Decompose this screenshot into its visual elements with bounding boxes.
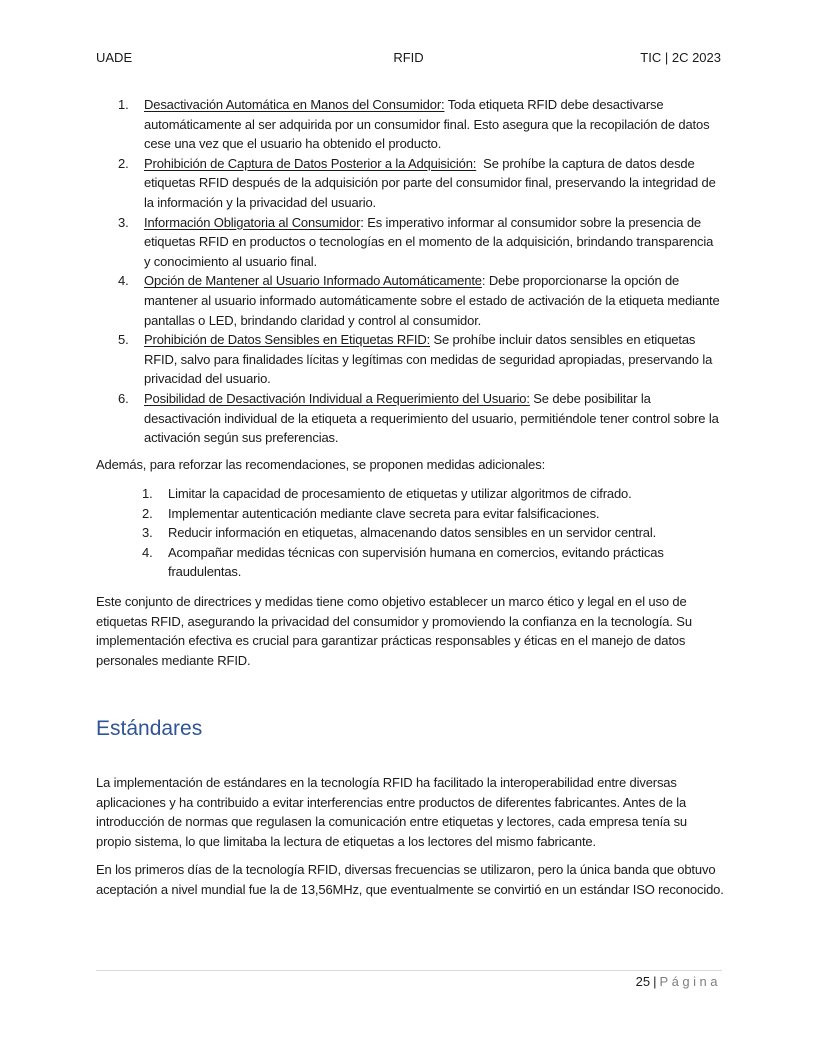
item-text: Reducir información en etiquetas, almacenando datos sensibles en un servidor central. [168,525,657,541]
item-title: Desactivación Automática en Manos del Consumidor: [144,97,445,112]
header-center: RFID [393,50,424,65]
body-paragraph: La implementación de estándares en la tecnología RFID ha facilitado la interoperabilidad entre diversas aplicaciones y ha contribuido a evitar interferencias entre productos de diferentes fabricantes. Antes de la introducción de normas que regulasen la comunicación entre etiquetas y lectores, cada empresa tenía su propio sistema, lo que limitaba la lectura de etiquetas a los lectores del mismo fabricante. [96,775,687,849]
recommendations-list [118,95,723,448]
list-item [118,213,723,272]
list-number: 2. [118,155,129,171]
list-item [142,523,724,543]
list-number: 6. [118,390,129,406]
item-text: Toda etiqueta RFID debe desactivarse automáticamente al ser adquirida por un consumidor final. Esto asegura que la recopilación de datos cese una vez que el usuario ha obtenido el producto. [144,97,710,152]
list-number: 3. [142,525,153,541]
footer-divider [96,970,722,971]
list-item [118,154,723,213]
header-left: UADE [96,50,133,65]
item-title: Prohibición de Captura de Datos Posterior a la Adquisición: [144,155,477,171]
list-number: 1. [118,97,129,112]
header-right: TIC | 2C 2023 [640,50,721,65]
list-item [118,389,723,448]
item-title: Información Obligatoria al Consumidor [144,214,361,230]
page-number: 25 [635,974,651,989]
item-text: : Es imperativo informar al consumidor sobre la presencia de etiquetas RFID en productos o tecnologías en el momento de la adquisición, brindando transparencia y conocimiento al usuario final. [144,214,714,269]
extra-measures-list [142,484,724,582]
item-text: Implementar autenticación mediante clave secreta para evitar falsificaciones. [168,505,600,521]
page-label: Página [659,974,721,989]
item-text: Se prohíbe la captura de datos desde etiquetas RFID después de la adquisición por parte del consumidor final, preservando la integridad de la información y la privacidad del usuario. [144,155,720,210]
item-text: Se prohíbe incluir datos sensibles en etiquetas RFID, salvo para finalidades lícitas y legítimas con medidas de seguridad apropiadas, preservando la privacidad del usuario. [144,332,713,387]
item-text: Acompañar medidas técnicas con supervisión humana en comercios, evitando prácticas fraudulentas. [168,544,664,580]
list-item [142,543,724,582]
item-text: : Debe proporcionarse la opción de mantener al usuario informado automáticamente sobre el estado de activación de la etiqueta mediante pantallas o LED, brindando claridad y control al consumidor. [144,273,720,328]
item-text: Se debe posibilitar la desactivación individual de la etiqueta a requerimiento del usuario, permitiéndole tener control sobre la activación según sus preferencias. [144,390,719,446]
list-number: 5. [118,332,129,348]
item-title: Prohibición de Datos Sensibles en Etiquetas RFID: [144,332,431,348]
section-heading: Estándares [96,717,203,740]
list-item [118,271,723,330]
list-number: 4. [118,273,129,289]
item-title: Posibilidad de Desactivación Individual a Requerimiento del Usuario: [144,390,530,406]
list-item [118,330,723,389]
item-title: Opción de Mantener al Usuario Informado Automáticamente [144,273,482,289]
list-number: 2. [142,505,153,521]
extra-intro-paragraph: Además, para reforzar las recomendaciones, se proponen medidas adicionales: [96,457,546,472]
list-number: 4. [142,544,153,560]
item-text: Limitar la capacidad de procesamiento de etiquetas y utilizar algoritmos de cifrado. [168,486,632,501]
list-item [118,95,723,154]
page-header [96,49,721,67]
list-number: 1. [142,486,153,501]
body-paragraph: En los primeros días de la tecnología RFID, diversas frecuencias se utilizaron, pero la única banda que obtuvo aceptación a nivel mundial fue la de 13,56MHz, que eventualmente se convirtió en un estándar ISO reconocido. [96,862,724,897]
footer-separator: | [653,974,657,989]
page-footer [636,972,721,992]
list-item [142,504,724,524]
list-item [142,484,724,504]
conclusion-paragraph: Este conjunto de directrices y medidas tiene como objetivo establecer un marco ético y legal en el uso de etiquetas RFID, asegurando la privacidad del consumidor y promoviendo la confianza en la tecnología. Su implementación efectiva es crucial para garantizar prácticas responsables y éticas en el manejo de datos personales mediante RFID. [96,594,692,668]
list-number: 3. [118,214,129,230]
